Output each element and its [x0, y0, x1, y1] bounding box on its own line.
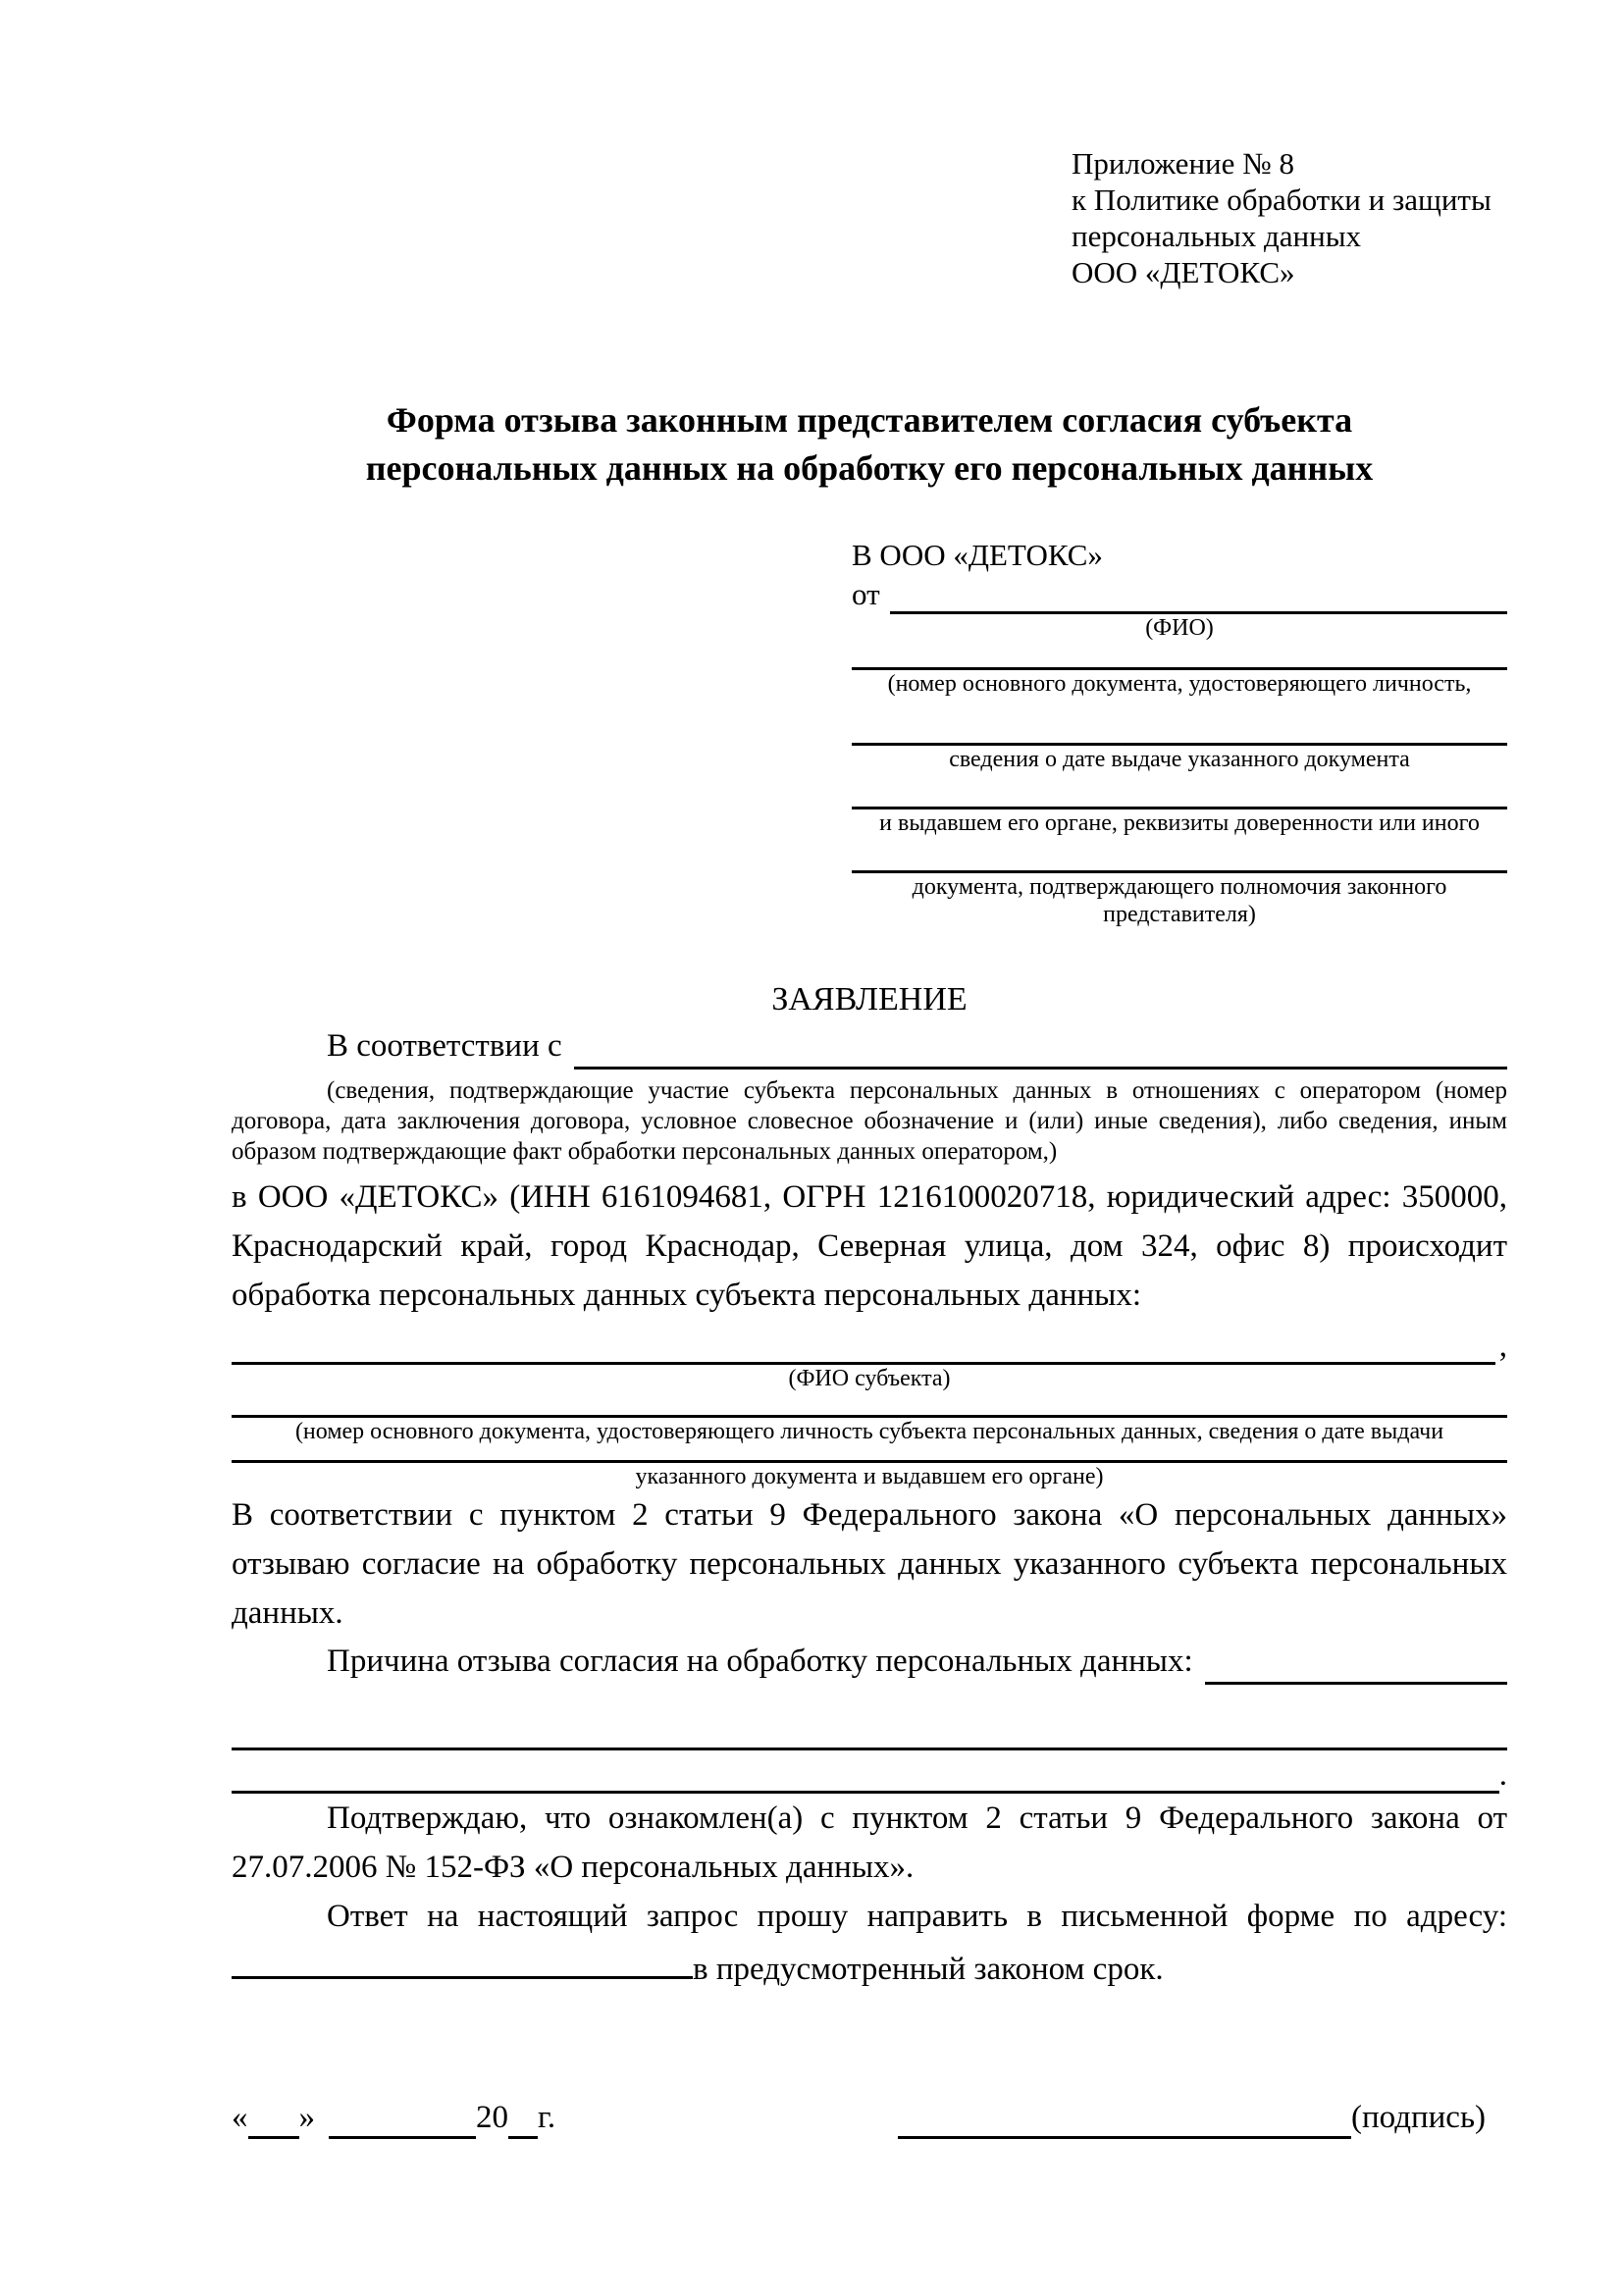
- withdraw-paragraph: В соответствии с пунктом 2 статьи 9 Федерального закона «О персональных данных» отзываю согласие на обработку персональных данных указанного субъекта персональных данных.: [232, 1497, 1507, 1631]
- doc-issue-date-blank[interactable]: [852, 698, 1507, 746]
- basis-blank[interactable]: [574, 1067, 1507, 1070]
- subject-doc-caption: (номер основного документа, удостоверяющего личность субъекта персональных данных, сведения о дате выдачи: [294, 1419, 1444, 1444]
- signature-row: [232, 2096, 1507, 2139]
- signature-caption: (подпись): [1351, 2100, 1486, 2135]
- reason-continuation-row: [232, 1750, 1507, 1794]
- addressee-block: [852, 536, 1507, 928]
- reason-continuation-blank[interactable]: [232, 1740, 1507, 1750]
- reply-address-blank[interactable]: [232, 1941, 693, 1979]
- fio-caption: (ФИО): [1145, 615, 1214, 641]
- subject-fio-row: [232, 1320, 1507, 1365]
- appendix-note: [1072, 0, 1507, 290]
- doc-caption: документа, подтверждающего полномочия законного представителя): [912, 874, 1447, 927]
- reply-paragraph: [232, 1892, 1507, 1994]
- from-label: от: [852, 577, 880, 611]
- subject-doc-caption: указанного документа и выдавшем его органе): [635, 1464, 1104, 1489]
- close-quote: »: [298, 2100, 315, 2135]
- addressee-to: В ООО «ДЕТОКС»: [852, 538, 1103, 572]
- signature-blank[interactable]: [898, 2101, 1351, 2139]
- subject-doc-authority-blank[interactable]: [232, 1445, 1507, 1463]
- statement-heading: ЗАЯВЛЕНИЕ: [771, 981, 968, 1018]
- doc-authority-blank[interactable]: [852, 773, 1507, 809]
- date-group: [232, 2096, 555, 2139]
- subject-fio-caption: (ФИО субъекта): [788, 1366, 951, 1391]
- reason-row: [232, 1638, 1507, 1685]
- doc-caption: (номер основного документа, удостоверяющего личность,: [887, 671, 1472, 697]
- reason-prefix: Причина отзыва согласия на обработку персональных данных:: [327, 1644, 1193, 1679]
- year-blank[interactable]: [508, 2101, 538, 2139]
- reply-suffix: в предусмотренный законом срок.: [693, 1952, 1164, 1987]
- doc-caption: и выдавшем его органе, реквизиты доверенности или иного: [879, 810, 1480, 836]
- century-prefix: 20: [476, 2100, 508, 2135]
- confirm-paragraph: Подтверждаю, что ознакомлен(а) с пунктом 2 статьи 9 Федерального закона от 27.07.2006 № 152-ФЗ «О персональных данных».: [232, 1800, 1507, 1885]
- appendix-note-line: Приложение № 8: [1072, 146, 1294, 181]
- document-title-line: Форма отзыва законным представителем согласия субъекта: [386, 400, 1353, 440]
- signature-group: [898, 2096, 1486, 2139]
- addressee-from-row: [852, 575, 1507, 614]
- subject-doc-blank[interactable]: [232, 1392, 1507, 1418]
- reply-prefix: Ответ на настоящий запрос прошу направить в письменной форме по адресу:: [327, 1899, 1507, 1934]
- appendix-note-line: персональных данных: [1072, 219, 1362, 253]
- doc-power-blank[interactable]: [852, 837, 1507, 873]
- document-title: [232, 396, 1507, 493]
- month-blank[interactable]: [329, 2101, 476, 2139]
- basis-fine-print: (сведения, подтверждающие участие субъекта персональных данных в отношениях с оператором (номер договора, дата заключения договора, условное словесное обозначение и (или) иные сведения), либо сведения, иным образом подтверждающие факт обработки персональных данных оператором,): [232, 1077, 1507, 1165]
- intro-row: [232, 1022, 1507, 1070]
- appendix-note-line: к Политике обработки и защиты: [1072, 183, 1492, 217]
- reason-blank[interactable]: [1205, 1682, 1507, 1685]
- operator-paragraph: в ООО «ДЕТОКС» (ИНН 6161094681, ОГРН 1216100020718, юридический адрес: 350000, Краснодарский край, город Краснодар, Северная улица, дом 324, офис 8) происходит обработка персональных данных субъекта персональных данных:: [232, 1179, 1507, 1313]
- doc-caption: сведения о дате выдаче указанного документа: [949, 747, 1410, 772]
- appendix-note-line: ООО «ДЕТОКС»: [1072, 255, 1295, 289]
- year-suffix: г.: [538, 2100, 556, 2135]
- trailing-comma: ,: [1498, 1329, 1507, 1364]
- document-title-line: персональных данных на обработку его персональных данных: [365, 448, 1374, 488]
- day-blank[interactable]: [248, 2101, 299, 2139]
- trailing-period: .: [1498, 1757, 1507, 1793]
- intro-prefix: В соответствии с: [327, 1028, 562, 1064]
- document-content: [232, 0, 1507, 2139]
- open-quote: «: [232, 2100, 248, 2135]
- representative-doc-blank[interactable]: [852, 642, 1507, 670]
